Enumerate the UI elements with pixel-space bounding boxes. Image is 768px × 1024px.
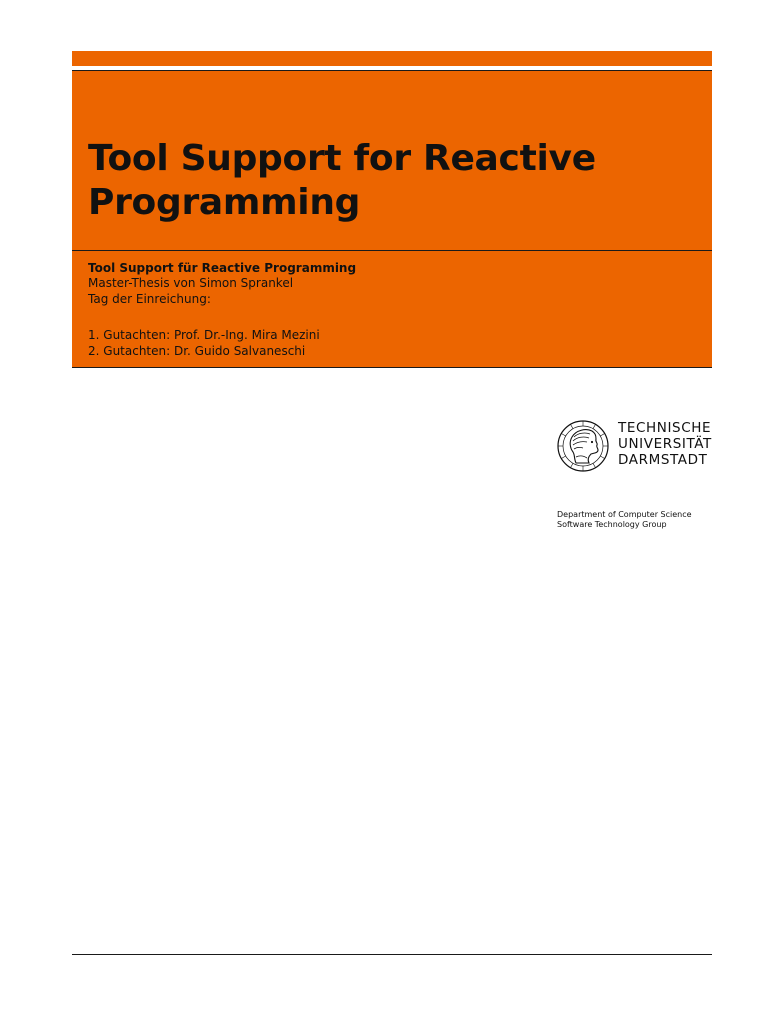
department-info	[557, 510, 692, 530]
footer-rule	[72, 954, 712, 955]
title-line-2: Programming	[88, 182, 361, 223]
title-line-1: Tool Support for Reactive	[88, 138, 596, 179]
first-reviewer: 1. Gutachten: Prof. Dr.-Ing. Mira Mezini	[88, 328, 320, 342]
logo-line-2: UNIVERSITÄT	[618, 436, 712, 452]
submission-date: Tag der Einreichung:	[88, 292, 211, 306]
thesis-author: Master-Thesis von Simon Sprankel	[88, 276, 294, 290]
university-name	[618, 420, 712, 468]
department-name: Department of Computer Science	[557, 510, 692, 519]
university-logo	[556, 417, 716, 475]
logo-line-1: TECHNISCHE	[618, 420, 712, 436]
thesis-info-block	[72, 251, 712, 367]
german-subtitle: Tool Support für Reactive Programming	[88, 261, 357, 275]
top-accent-stripe	[72, 51, 712, 66]
athene-head-seal-icon	[556, 417, 610, 475]
info-bottom-rule	[72, 367, 712, 368]
second-reviewer: 2. Gutachten: Dr. Guido Salvaneschi	[88, 344, 306, 358]
title-block	[72, 71, 712, 251]
document-title	[88, 137, 688, 225]
logo-line-3: DARMSTADT	[618, 452, 708, 468]
group-name: Software Technology Group	[557, 520, 667, 529]
